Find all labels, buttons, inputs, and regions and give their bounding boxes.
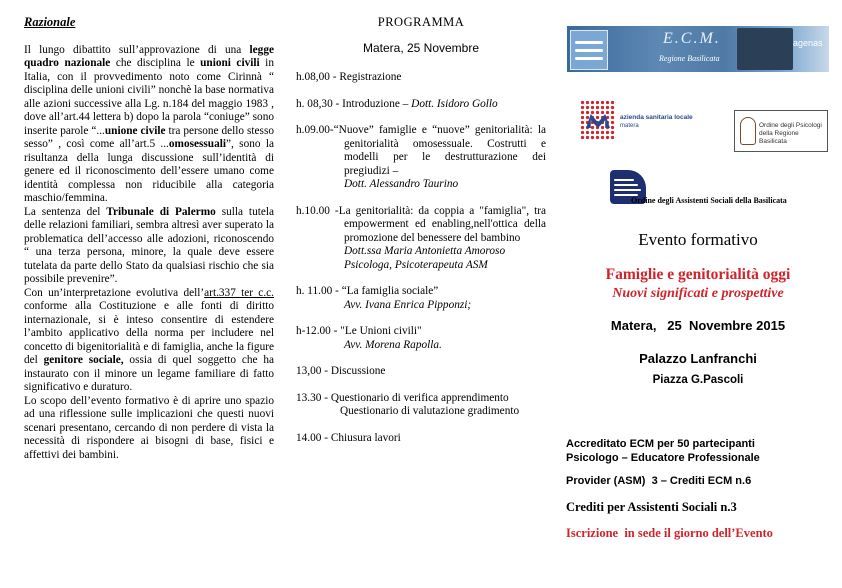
text-segment: Con un’interpretazione evolutiva dell’ bbox=[24, 286, 205, 299]
social-workers-order-logo bbox=[610, 170, 830, 206]
psi-symbol-icon bbox=[740, 117, 756, 145]
text-segment: genitore sociale, bbox=[43, 354, 124, 366]
rationale-paragraph-2 bbox=[24, 206, 274, 287]
program-item bbox=[296, 365, 546, 379]
oas-label: Ordine degli Assistenti Sociali della Basilicata bbox=[631, 196, 787, 205]
program-time: h. 11.00 - bbox=[296, 285, 339, 297]
credits-professions: Psicologo – Educatore Professionale bbox=[566, 452, 760, 464]
credits-accreditation: Accreditato ECM per 50 partecipanti bbox=[566, 438, 755, 450]
program-text-2: Questionario di valutazione gradimento bbox=[340, 405, 520, 417]
text-segment: La sentenza del bbox=[24, 205, 107, 218]
program-date: Matera, 25 Novembre bbox=[362, 40, 480, 55]
program-item bbox=[296, 432, 546, 446]
program-speaker: Dott. Isidoro Gollo bbox=[411, 97, 498, 110]
program-column bbox=[296, 16, 546, 458]
program-text: Questionario di verifica apprendimento bbox=[330, 391, 509, 404]
program-text: Discussione bbox=[330, 365, 386, 377]
text-segment: ”, sono la risultanza della lunga discussione sull’identità di genere ed il riconoscimento dell’essere umano come identità complessa non riducibile alla categoria maschio/femmina. bbox=[24, 138, 274, 204]
program-item bbox=[296, 392, 546, 419]
program-speaker: Avv. Morena Rapolla. bbox=[344, 338, 442, 351]
program-text: Registrazione bbox=[339, 71, 402, 83]
rationale-column bbox=[24, 16, 274, 462]
waves-icon bbox=[570, 30, 608, 70]
event-place: Palazzo Lanfranchi bbox=[639, 351, 757, 366]
rationale-paragraph-1 bbox=[24, 44, 274, 206]
text-segment: sulla tutela delle relazioni familiari, sembra altresì aver superato la problematica dell’accesso alle adozioni, riconoscendo “ una terza persona, minore, la quale deve essere tutelata da parte dello Stato da qualsiasi rischio che sia possibile prevenire”. bbox=[24, 205, 275, 285]
program-item bbox=[296, 325, 546, 352]
program-time: 14.00 - bbox=[296, 431, 329, 444]
text-segment: omosessuali bbox=[168, 138, 227, 150]
rationale-paragraph-3 bbox=[24, 287, 274, 395]
text-segment: legge quadro nazionale bbox=[24, 43, 274, 69]
text-segment: conforme alla Costituzione e alle fonti di diritto internazionale, si è inteso consentire di estendere l’ambito applicativo della norma per includere nel concetto di bigenitorialità e di famiglia, anche la figure del bbox=[24, 300, 274, 366]
program-list bbox=[296, 71, 546, 445]
ecm-title: E.C.M. bbox=[663, 30, 721, 47]
text-segment: art.337 ter c.c. bbox=[204, 286, 274, 299]
asl-line-1: azienda sanitaria locale bbox=[620, 114, 693, 121]
text-segment: Lo scopo dell’evento formativo è di aprire uno spazio ad una riflessione sulle implicazioni che questi nuovi scenari presentano, cercando di non perdere di vista la necessità di rispondere ai bisogni di base, fisici e affettivi dei bambini. bbox=[24, 394, 274, 461]
program-item bbox=[296, 124, 546, 192]
event-date: Matera, 25 Novembre 2015 bbox=[610, 318, 786, 333]
rationale-heading: Razionale bbox=[24, 15, 76, 29]
ecm-region: Regione Basilicata bbox=[659, 54, 720, 63]
text-segment: ossia di quel soggetto che ha instaurato con il minore un legame familiare di fatto significativo e duraturo. bbox=[24, 354, 274, 393]
psi-line-2: della Regione Basilicata bbox=[759, 130, 799, 145]
program-speaker: Avv. Ivana Enrica Pipponzi; bbox=[344, 298, 472, 311]
event-label: Evento formativo bbox=[638, 230, 758, 249]
text-segment: tra persone dello stesso sesso” , così come all’art.5 ... bbox=[24, 124, 274, 150]
program-speaker: Dott.ssa Maria Antonietta Amoroso bbox=[344, 245, 506, 257]
program-text: “Nuove” famiglie e “nuove” genitorialità: la genitorialità omosessuale. Costrutti e modelli per le destrutturazione dei pregiudizi – bbox=[333, 124, 546, 177]
event-subtitle: Nuovi significati e prospettive bbox=[612, 286, 784, 301]
ecm-banner-logo bbox=[567, 26, 829, 72]
credits-ecm: Provider (ASM) 3 – Crediti ECM n.6 bbox=[566, 475, 752, 487]
program-time: 13.30 - bbox=[296, 391, 329, 404]
program-text: “La famiglia sociale” bbox=[341, 285, 439, 297]
registration-note: Iscrizione in sede il giorno dell’Evento bbox=[566, 526, 773, 540]
program-text: La genitorialità: da coppia a "famiglia", tra empowerment ed enabling,nell'ottica della promozione del benessere del bambino bbox=[338, 204, 546, 244]
program-item bbox=[296, 98, 546, 112]
dot-grid-icon bbox=[580, 100, 616, 140]
people-photo bbox=[737, 28, 793, 70]
text-segment: unione civile bbox=[104, 124, 166, 137]
credits-social-workers: Crediti per Assistenti Sociali n.3 bbox=[566, 500, 737, 514]
asl-matera-logo bbox=[580, 100, 710, 140]
event-address: Piazza G.Pascoli bbox=[652, 374, 744, 386]
text-segment: unioni civili bbox=[200, 57, 260, 69]
agenas-label: agenas bbox=[793, 38, 823, 48]
text-segment: Tribunale di Palermo bbox=[106, 205, 216, 218]
event-title: Famiglie e genitorialità oggi bbox=[605, 266, 791, 283]
text-segment: che disciplina le bbox=[110, 57, 201, 69]
program-text: "Le Unioni civili" bbox=[340, 325, 422, 337]
program-time: h. 08,30 - bbox=[296, 97, 340, 110]
psychologists-order-logo bbox=[734, 110, 828, 152]
program-text: Chiusura lavori bbox=[330, 431, 401, 444]
program-time: h.10.00 - bbox=[296, 204, 339, 217]
program-title: PROGRAMMA bbox=[377, 15, 465, 29]
program-time: 13,00 - bbox=[296, 365, 329, 377]
program-time: h.08,00 - bbox=[296, 71, 337, 83]
program-item bbox=[296, 285, 546, 312]
asl-line-2: matera bbox=[620, 123, 639, 129]
program-item bbox=[296, 205, 546, 273]
text-segment: Il lungo dibattito sull’approvazione di una bbox=[24, 43, 250, 56]
program-time: h.09.00- bbox=[296, 124, 334, 136]
text-segment: in Italia, con il provvedimento noto come Cirinnà “ disciplina delle unioni civili” nonchè la base normativa alle azioni successive alla Lg. n.184 del maggio 1983 , dove all’art.44 lettera b) dopo la parola “coniuge” sono inserite parole “... bbox=[24, 57, 274, 137]
program-item bbox=[296, 71, 546, 85]
rationale-paragraph-4 bbox=[24, 395, 274, 463]
program-text: Introduzione – bbox=[342, 97, 412, 110]
program-speaker: Psicologa, Psicoterapeuta ASM bbox=[344, 258, 488, 271]
psi-line-1: Ordine degli Psicologi bbox=[759, 122, 822, 129]
program-time: h-12.00 - bbox=[296, 325, 338, 337]
program-speaker: Dott. Alessandro Taurino bbox=[344, 178, 459, 190]
